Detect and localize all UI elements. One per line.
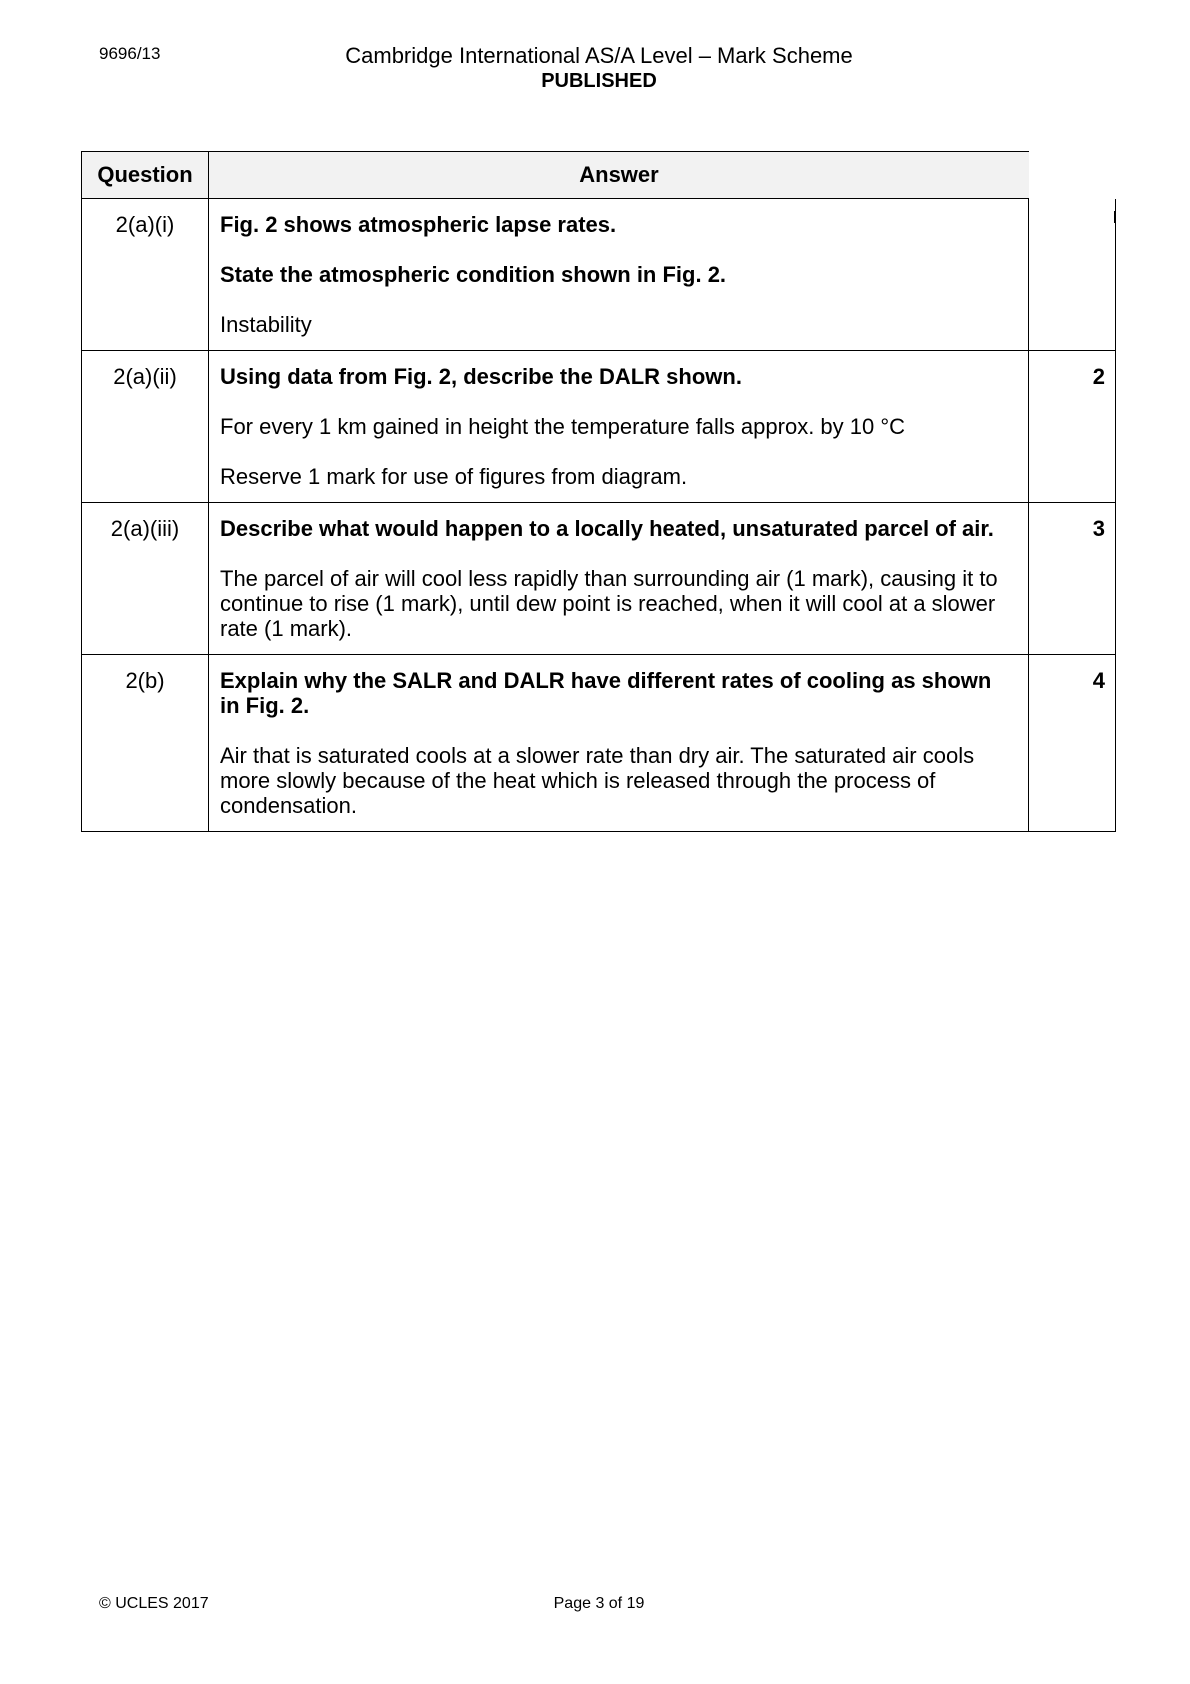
question-column-header: Question [82, 152, 209, 198]
answer-cell [209, 351, 1029, 502]
marks-cell: 2 [1092, 364, 1105, 389]
table-gap [81, 199, 1116, 211]
answer-column-header: Answer [579, 162, 659, 187]
question-prompt: Fig. 2 shows atmospheric lapse rates. [220, 212, 617, 237]
mark-scheme-table [81, 151, 1116, 832]
answer-text: Instability [220, 312, 312, 337]
question-number: 2(b) [82, 655, 209, 831]
question-prompt: Using data from Fig. 2, describe the DALR shown. [220, 364, 742, 389]
table-row [81, 351, 1116, 503]
question-number: 2(a)(ii) [82, 351, 209, 502]
copyright-notice: © UCLES 2017 [99, 1595, 209, 1612]
answer-cell [209, 199, 1029, 350]
question-prompt: State the atmospheric condition shown in Fig. 2. [220, 262, 727, 287]
marks-cell: 3 [1092, 516, 1105, 541]
question-number: 2(a)(i) [82, 199, 209, 350]
document-title: Cambridge International AS/A Level – Mark Scheme [345, 43, 853, 68]
table-header-row [81, 151, 1029, 199]
published-label: PUBLISHED [541, 70, 657, 92]
answer-text: Reserve 1 mark for use of figures from diagram. [220, 464, 688, 489]
question-prompt: Explain why the SALR and DALR have different rates of cooling as shown in Fig. 2. [220, 668, 992, 718]
answer-text: For every 1 km gained in height the temperature falls approx. by 10 °C [220, 414, 906, 439]
page-header [4, 43, 1190, 93]
table-row [81, 655, 1116, 832]
question-prompt: Describe what would happen to a locally heated, unsaturated parcel of air. [220, 516, 994, 541]
marks-cell: 4 [1092, 668, 1105, 693]
exam-code: 9696/13 [99, 44, 161, 63]
table-row [81, 503, 1116, 655]
marks-column-stub [1028, 211, 1115, 223]
answer-text: Air that is saturated cools at a slower rate than dry air. The saturated air cools more slowly because of the heat which is released through the process of condensation. [220, 743, 975, 818]
answer-cell [209, 655, 1029, 831]
table-row [81, 199, 1116, 351]
answer-cell [209, 503, 1029, 654]
question-number: 2(a)(iii) [82, 503, 209, 654]
page-number: Page 3 of 19 [553, 1595, 645, 1612]
answer-text: The parcel of air will cool less rapidly than surrounding air (1 mark), causing it to continue to rise (1 mark), until dew point is reached, when it will cool at a slower rate (1 mark). [220, 566, 998, 641]
